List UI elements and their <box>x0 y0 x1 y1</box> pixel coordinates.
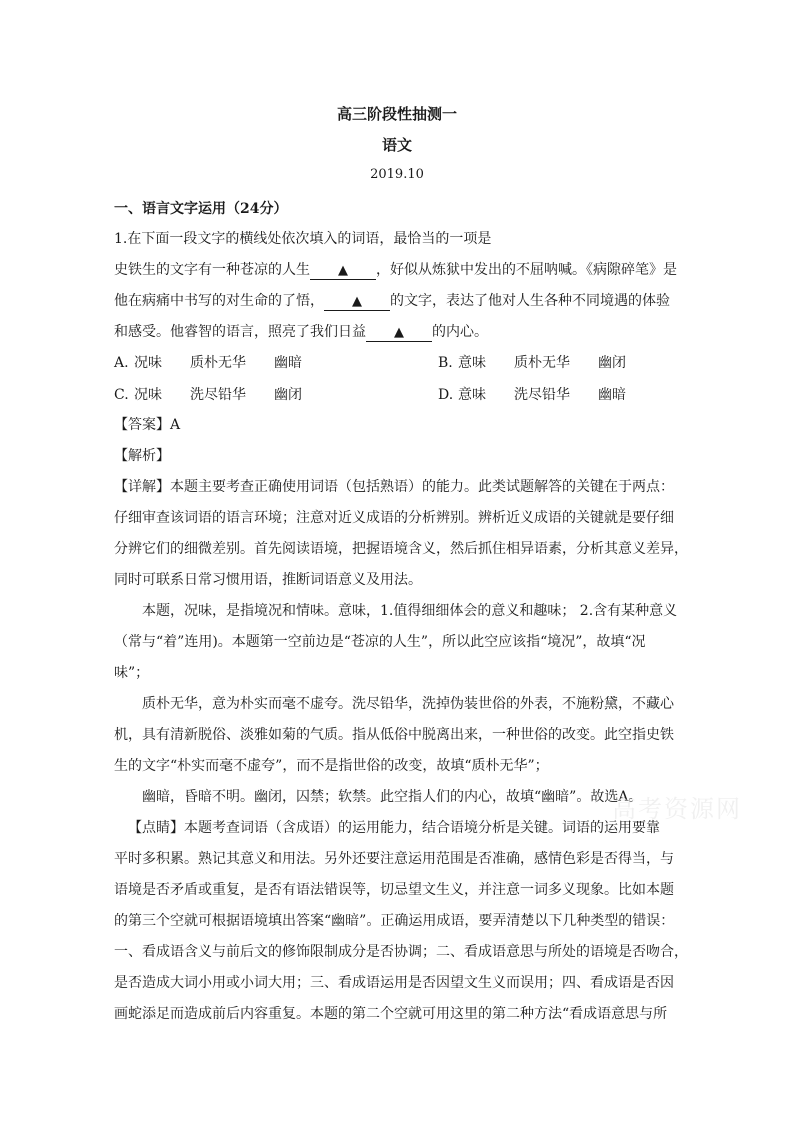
option-a-word-2: 质朴无华 <box>190 355 246 371</box>
detail-para-3-line-2: 机，具有清新脱俗、淡雅如菊的气质。指从低俗中脱离出来，一种世俗的改变。此空指史铁 <box>114 727 674 743</box>
option-a-letter: A. <box>114 355 129 371</box>
passage-text: 他在病痛中书写的对生命的了悟， <box>114 293 324 309</box>
passage-line-1 <box>114 260 686 280</box>
question-stem: 1.在下面一段文字的横线处依次填入的词语，最恰当的一项是 <box>114 231 492 247</box>
detail-para-2-line-1: 本题，况味，是指境况和情味。意味，1.值得细细体会的意义和趣味； 2.含有某种意义 <box>142 603 678 619</box>
passage-line-3 <box>114 322 686 342</box>
analysis-label: 【解析】 <box>114 448 170 464</box>
subject-title: 语文 <box>381 136 412 154</box>
option-b-word-1: 意味 <box>458 355 486 371</box>
passage-text: 的内心。 <box>432 324 488 340</box>
passage-text: 的文字，表达了他对人生各种不同境遇的体验 <box>390 293 670 309</box>
exam-date: 2019.10 <box>370 167 424 182</box>
blank-marker: ▲ <box>394 325 404 340</box>
tip-line-7: 画蛇添足而造成前后内容重复。本题的第二个空就可用这里的第二种方法“看成语意思与所 <box>114 1006 668 1022</box>
watermark: 高考资源网 <box>612 795 742 823</box>
answer-line: 【答案】A <box>114 417 181 433</box>
tip-line-5: 一、看成语含义与前后文的修饰限制成分是否协调；二、看成语意思与所处的语境是否吻合， <box>114 944 688 960</box>
tip-line-1: 【点睛】本题考查词语（含成语）的运用能力，结合语境分析是关键。词语的运用要靠 <box>128 820 660 836</box>
detail-para-2-line-2: （常与“着”连用)。本题第一空前边是“苍凉的人生”，所以此空应该指“境况”，故填“况 <box>114 634 646 650</box>
option-c-word-1: 况味 <box>134 387 162 403</box>
option-b-word-2: 质朴无华 <box>514 355 570 371</box>
section-heading: 一、语言文字运用（24分） <box>114 201 288 217</box>
detail-para-3-line-3: 生的文字“朴实而毫不虚夸”，而不是指世俗的改变，故填“质朴无华”； <box>114 758 549 774</box>
fill-blank-3 <box>366 324 432 342</box>
option-c-word-2: 洗尽铅华 <box>190 387 246 403</box>
option-d-word-3: 幽暗 <box>598 387 626 403</box>
option-a-word-1: 况味 <box>134 355 162 371</box>
exam-title: 高三阶段性抽测一 <box>336 105 457 123</box>
detail-para-2-line-3: 味”； <box>114 665 150 681</box>
option-d-word-1: 意味 <box>458 387 486 403</box>
passage-text: 史铁生的文字有一种苍凉的人生 <box>114 262 310 278</box>
detail-line-4: 同时可联系日常习惯用语，推断词语意义及用法。 <box>114 572 422 588</box>
passage-text: 和感受。他睿智的语言，照亮了我们日益 <box>114 324 366 340</box>
detail-para-4-line-1: 幽暗，昏暗不明。幽闭，囚禁；软禁。此空指人们的内心，故填“幽暗”。故选A。 <box>142 789 643 805</box>
option-c-letter: C. <box>114 387 129 403</box>
detail-line-2: 仔细审查该词语的语言环境；注意对近义成语的分析辨别。辨析近义成语的关键就是要仔细 <box>114 510 674 526</box>
detail-line-1: 【详解】本题主要考查正确使用词语（包括熟语）的能力。此类试题解答的关键在于两点： <box>114 479 674 495</box>
tip-line-4: 的第三个空就可根据语境填出答案“幽暗”。正确运用成语，要弄清楚以下几种类型的错误： <box>114 913 675 929</box>
blank-marker: ▲ <box>352 294 362 309</box>
detail-line-3: 分辨它们的细微差别。首先阅读语境，把握语境含义，然后抓住相异语素，分析其意义差异， <box>114 541 688 557</box>
option-a-word-3: 幽暗 <box>274 355 302 371</box>
option-b-word-3: 幽闭 <box>598 355 626 371</box>
passage-text: ，好似从炼狱中发出的不屈呐喊。《病隙碎笔》是 <box>376 262 677 278</box>
tip-line-2: 平时多积累。熟记其意义和用法。另外还要注意运用范围是否准确，感情色彩是否得当，与 <box>114 851 674 867</box>
option-d-word-2: 洗尽铅华 <box>514 387 570 403</box>
passage-line-2 <box>114 291 686 311</box>
blank-marker: ▲ <box>338 263 348 278</box>
tip-line-3: 语境是否矛盾或重复，是否有语法错误等，切忌望文生义，并注意一词多义现象。比如本题 <box>114 882 674 898</box>
detail-para-3-line-1: 质朴无华，意为朴实而毫不虚夸。洗尽铅华，洗掉伪装世俗的外表，不施粉黛，不藏心 <box>142 696 674 712</box>
tip-line-6: 是否造成大词小用或小词大用；三、看成语运用是否因望文生义而误用；四、看成语是否因 <box>114 975 674 991</box>
option-d-letter: D. <box>438 387 454 403</box>
fill-blank-2 <box>324 293 390 311</box>
option-b-letter: B. <box>438 355 453 371</box>
option-c-word-3: 幽闭 <box>274 387 302 403</box>
fill-blank-1 <box>310 262 376 280</box>
